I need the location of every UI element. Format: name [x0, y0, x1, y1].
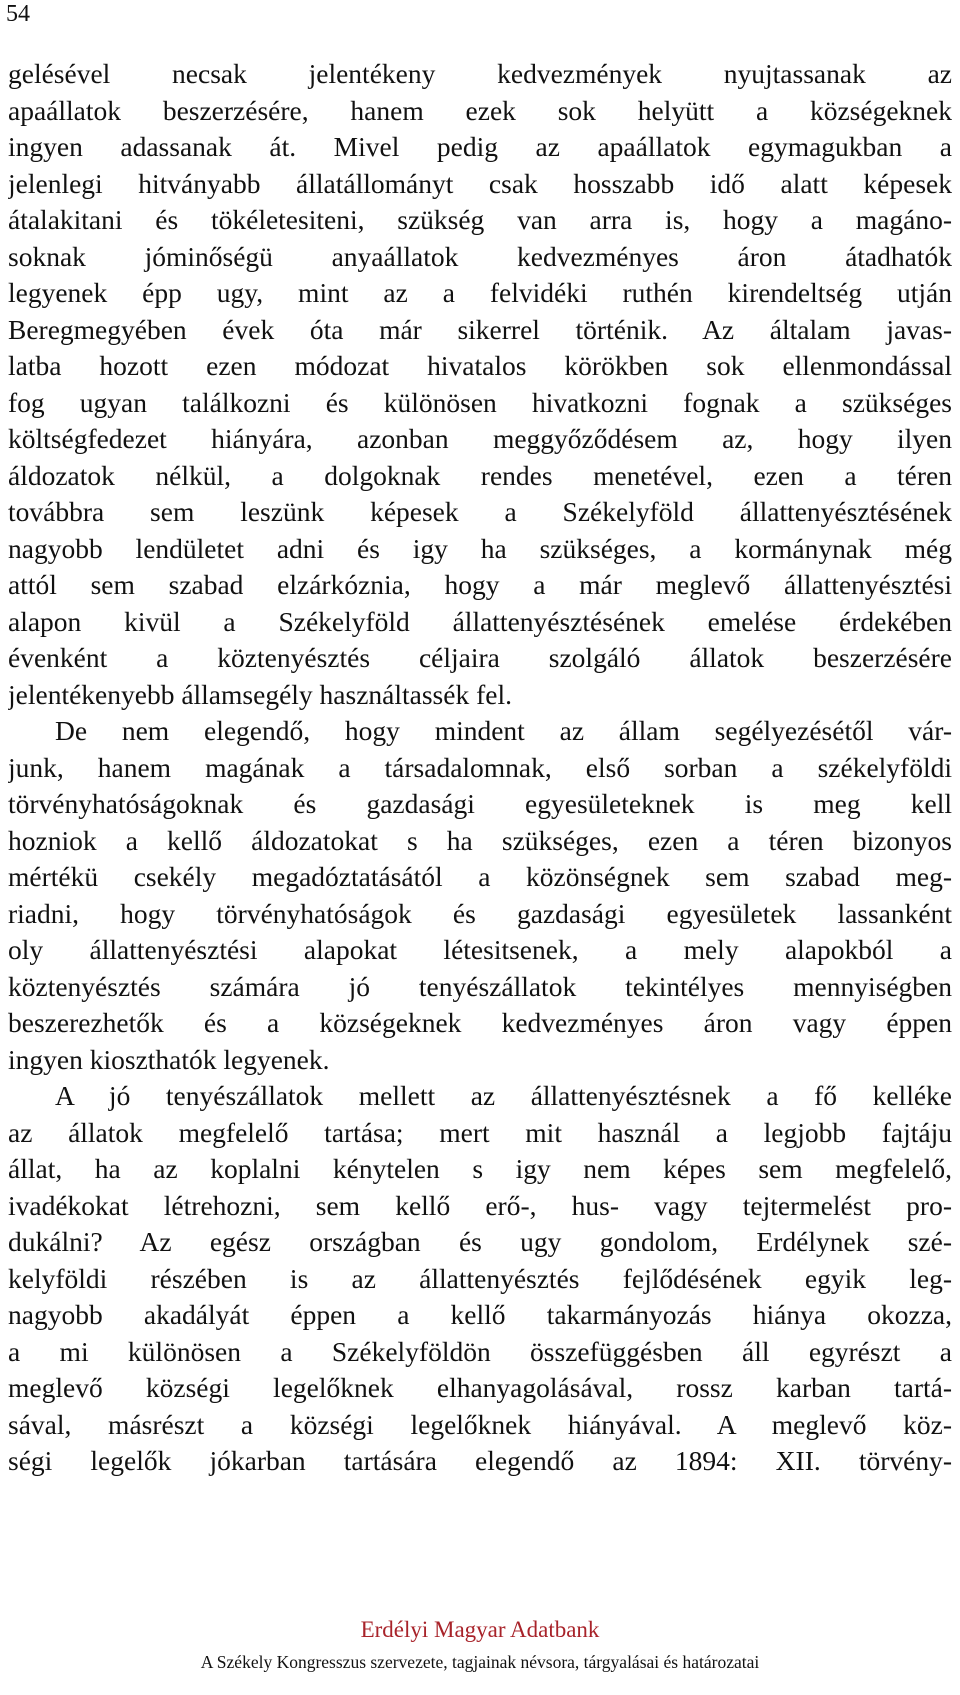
text-line: nagyobb lendületet adni és igy ha szükséges, a kormánynak még — [8, 532, 952, 564]
text-line: attól sem szabad elzárkóznia, hogy a már meglevő állattenyésztési — [8, 569, 952, 600]
text-line: meglevő községi legelőknek elhanyagolásával, rossz karban tartá- — [8, 1372, 952, 1403]
text-line: költségfedezet hiányára, azonban meggyőződésem az, hogy ilyen — [8, 423, 952, 454]
text-line: átalakitani és tökéletesiteni, szükség van arra is, hogy a magáno- — [8, 204, 952, 235]
text-line: ingyen adassanak át. Mivel pedig az apaállatok egymagukban a — [8, 131, 952, 162]
page-number: 54 — [6, 1, 30, 27]
footer-subtitle: A Székely Kongresszus szervezete, tagjainak névsora, tárgyalásai és határozatai — [200, 1652, 760, 1672]
text-line: állat, ha az koplalni kénytelen s igy nem képes sem megfelelő, — [8, 1153, 952, 1184]
text-line: ivadékokat létrehozni, sem kellő erő-, hus- vagy tejtermelést pro- — [8, 1189, 952, 1221]
text-line: mértékü csekély megadóztatásától a közönségnek sem szabad meg- — [8, 861, 952, 892]
text-line: ingyen kioszthatók legyenek. — [8, 1043, 330, 1075]
text-line: gelésével necsak jelentékeny kedvezmények nyujtassanak az — [8, 58, 952, 89]
text-line: ségi legelők jókarban tartására elegendő az 1894: XII. törvény- — [8, 1445, 952, 1476]
text-line: fog ugyan találkozni és különösen hivatkozni fognak a szükséges — [8, 386, 952, 418]
text-line: jelenlegi hitványabb állatállományt csak hosszabb idő alatt képesek — [8, 167, 952, 199]
text-line: De nem elegendő, hogy mindent az állam segélyezésétől vár- — [55, 715, 952, 746]
text-line: az állatok megfelelő tartása; mert mit használ a legjobb fajtáju — [8, 1116, 952, 1148]
text-line: apaállatok beszerzésére, hanem ezek sok helyütt a községeknek — [8, 94, 952, 126]
text-line: nagyobb akadályát éppen a kellő takarmányozás hiánya okozza, — [8, 1299, 952, 1330]
footer-title: Erdélyi Magyar Adatbank — [360, 1617, 600, 1642]
text-line: hozniok a kellő áldozatokat s ha szükséges, ezen a téren bizonyos — [8, 824, 952, 856]
text-line: junk, hanem magának a társadalomnak, első sorban a székelyföldi — [8, 751, 952, 783]
text-line: sával, másrészt a községi legelőknek hiányával. A meglevő köz- — [8, 1408, 952, 1440]
text-line: kelyföldi részében is az állattenyésztés fejlődésének egyik leg- — [8, 1262, 952, 1294]
text-line: évenként a köztenyésztés céljaira szolgáló állatok beszerzésére — [8, 642, 952, 673]
text-line: riadni, hogy törvényhatóságok és gazdasági egyesületek lassanként — [8, 897, 952, 929]
text-line: Beregmegyében évek óta már sikerrel történik. Az általam javas- — [8, 313, 952, 345]
text-line: soknak jóminőségü anyaállatok kedvezményes áron átadhatók — [8, 240, 952, 272]
text-line: latba hozott ezen módozat hivatalos körökben sok ellenmondással — [8, 350, 952, 381]
text-line: a mi különösen a Székelyföldön összefüggésben áll egyrészt a — [8, 1335, 952, 1367]
text-line: A jó tenyészállatok mellett az állattenyésztésnek a fő kelléke — [55, 1080, 952, 1111]
text-line: köztenyésztés számára jó tenyészállatok tekintélyes mennyiségben — [8, 970, 952, 1002]
text-line: beszerezhetők és a községeknek kedvezményes áron vagy éppen — [8, 1007, 952, 1038]
text-line: alapon kivül a Székelyföld állattenyésztésének emelése érdekében — [8, 605, 952, 637]
text-line: továbbra sem leszünk képesek a Székelyföld állattenyésztésének — [8, 496, 952, 527]
text-line: törvényhatóságoknak és gazdasági egyesületeknek is meg kell — [8, 788, 952, 819]
text-line: áldozatok nélkül, a dolgoknak rendes menetével, ezen a téren — [8, 459, 952, 491]
text-line: legyenek épp ugy, mint az a felvidéki ruthén kirendeltség utján — [8, 277, 952, 308]
text-line: jelentékenyebb államsegély használtassék fel. — [8, 678, 512, 710]
text-line: dukálni? Az egész országban és ugy gondolom, Erdélynek szé- — [8, 1226, 952, 1257]
body-text — [8, 56, 952, 1480]
text-line: oly állattenyésztési alapokat létesitsenek, a mely alapokból a — [8, 934, 952, 965]
